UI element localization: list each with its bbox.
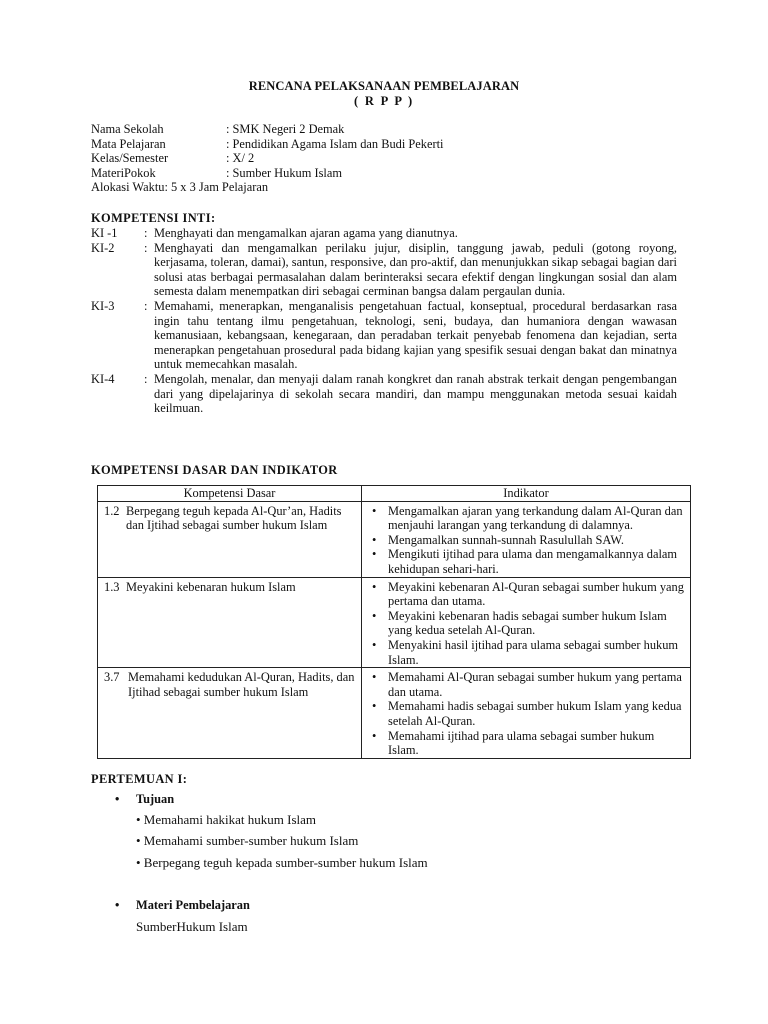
bullet: • <box>372 532 377 547</box>
bullet: • <box>115 792 120 806</box>
bullet: • <box>372 503 377 518</box>
indikator-text: Menyakini hasil ijtihad para ulama sebagai sumber hukum Islam. <box>388 637 679 667</box>
indikator-text: Meyakini kebenaran Al-Quran sebagai sumber hukum yang pertama dan utama. <box>388 579 684 609</box>
tujuan-item: • Memahami sumber-sumber hukum Islam <box>136 833 359 848</box>
ki-heading: KOMPETENSI INTI: <box>91 211 216 225</box>
info-row-class <box>91 151 444 166</box>
bullet: • <box>372 637 377 652</box>
ki-item <box>91 299 677 372</box>
list-item <box>372 638 684 667</box>
title-line-1: RENCANA PELAKSANAAN PEMBELAJARAN <box>248 79 520 93</box>
ki-list <box>91 226 677 416</box>
kd-text: Meyakini kebenaran hukum Islam <box>126 579 296 594</box>
kd-cell <box>98 577 362 668</box>
col-header-kd: Kompetensi Dasar <box>98 486 362 502</box>
tujuan-item: • Memahami hakikat hukum Islam <box>136 812 317 827</box>
info-label: Mata Pelajaran <box>91 136 166 151</box>
ki-text: Mengolah, menalar, dan menyaji dalam ranah kongkret dan ranah abstrak terkait dengan pengembangan dari yang dipelajarinya di sekolah secara mandiri, dan mampu menggunakan metoda sesuai kaidah keilmuan. <box>154 371 677 416</box>
ki-colon: : <box>144 371 148 386</box>
info-label: Kelas/Semester <box>91 151 169 166</box>
list-item <box>372 609 684 638</box>
bullet: • <box>372 670 377 685</box>
ki-colon: : <box>144 298 148 313</box>
bullet: • <box>372 728 377 743</box>
indikator-text: Meyakini kebenaran hadis sebagai sumber hukum Islam yang kedua setelah Al-Quran. <box>388 608 667 638</box>
ki-code: KI-4 <box>91 371 115 386</box>
list-item <box>372 699 684 728</box>
kd-text: Berpegang teguh kepada Al-Qur’an, Hadits dan Ijtihad sebagai sumber hukum Islam <box>126 503 342 533</box>
identity-block <box>91 122 444 195</box>
kd-entry <box>104 670 357 699</box>
bullet: • <box>372 608 377 623</box>
indikator-text: Mengikuti ijtihad para ulama dan mengamalkannya dalam kehidupan sehari-hari. <box>388 547 678 576</box>
indikator-text: Memahami Al-Quran sebagai sumber hukum yang pertama dan utama. <box>388 670 682 699</box>
info-value: : SMK Negeri 2 Demak <box>226 122 345 136</box>
title-line-2: ( R P P ) <box>354 93 414 108</box>
kd-number: 3.7 <box>104 670 120 685</box>
info-label: MateriPokok <box>91 165 156 180</box>
kd-cell <box>98 668 362 759</box>
ki-code: KI-3 <box>91 298 115 313</box>
col-header-indikator: Indikator <box>362 486 691 502</box>
bullet: • <box>372 699 377 714</box>
indikator-cell <box>362 501 691 577</box>
info-row-time <box>91 180 444 195</box>
info-value: : Pendidikan Agama Islam dan Budi Pekerti <box>226 136 444 151</box>
materi-label: Materi Pembelajaran <box>136 898 250 912</box>
ki-colon: : <box>144 226 148 240</box>
kd-table <box>97 485 691 759</box>
materi-text: SumberHukum Islam <box>136 919 248 934</box>
ki-text: Menghayati dan mengamalkan ajaran agama yang dianutnya. <box>154 226 458 240</box>
bullet: • <box>115 898 120 912</box>
ki-colon: : <box>144 240 148 255</box>
document-title <box>0 79 768 108</box>
list-item <box>372 547 684 576</box>
list-item <box>372 504 684 533</box>
table-row <box>98 577 691 668</box>
list-item <box>372 670 684 699</box>
bullet: • <box>372 547 377 562</box>
bullet: • <box>372 579 377 594</box>
table-row <box>98 501 691 577</box>
kd-entry <box>104 504 357 533</box>
kd-heading: KOMPETENSI DASAR DAN INDIKATOR <box>91 463 338 477</box>
info-label: Nama Sekolah <box>91 122 164 136</box>
table-row <box>98 668 691 759</box>
ki-item <box>91 241 677 299</box>
ki-code: KI -1 <box>91 226 118 240</box>
list-item <box>372 729 684 758</box>
ki-text: Memahami, menerapkan, menganalisis pengetahuan factual, konseptual, procedural berdasarkan rasa ingin tahu tentang ilmu pengetahuan, teknologi, seni, budaya, dan humaniora dengan wawasan kemanusiaan, kebangsaan, kenegaraan, dan peradaban terkait penyebab fenomena dan kejadian, serta menerapkan pengetahuan prosedural pada bidang kajian yang spesifik sesuai dengan bakat dan minatnya untuk memecahkan masalah. <box>154 298 677 372</box>
tujuan-heading <box>115 792 174 807</box>
ki-code: KI-2 <box>91 240 115 255</box>
table-header-row <box>98 486 691 502</box>
tujuan-item: • Berpegang teguh kepada sumber-sumber hukum Islam <box>136 855 428 870</box>
indikator-text: Memahami hadis sebagai sumber hukum Islam yang kedua setelah Al-Quran. <box>388 699 682 728</box>
kd-text: Memahami kedudukan Al-Quran, Hadits, dan Ijtihad sebagai sumber hukum Islam <box>128 670 355 699</box>
kd-number: 1.2 <box>104 503 120 518</box>
info-label: Alokasi Waktu: 5 x 3 Jam Pelajaran <box>91 180 269 195</box>
list-item <box>372 580 684 609</box>
indikator-text: Memahami ijtihad para ulama sebagai sumber hukum Islam. <box>388 728 655 758</box>
kd-cell <box>98 501 362 577</box>
indikator-text: Mengamalkan ajaran yang terkandung dalam Al-Quran dan menjauhi larangan yang terkandung di dalamnya. <box>388 503 683 533</box>
ki-item <box>91 372 677 416</box>
list-item <box>372 533 684 548</box>
tujuan-label: Tujuan <box>136 792 175 806</box>
indikator-cell <box>362 577 691 668</box>
indikator-text: Mengamalkan sunnah-sunnah Rasulullah SAW. <box>388 532 625 547</box>
indikator-cell <box>362 668 691 759</box>
kd-number: 1.3 <box>104 579 120 594</box>
kd-entry <box>104 580 357 595</box>
pertemuan-heading: PERTEMUAN I: <box>91 772 188 786</box>
info-value: : Sumber Hukum Islam <box>226 165 342 180</box>
materi-heading <box>115 898 250 913</box>
ki-text: Menghayati dan mengamalkan perilaku jujur, disiplin, tanggung jawab, peduli (gotong royong, kerjasama, toleran, damai), santun, responsive, dan pro-aktif, dan menunjukkan sikap sebagai bagian dari solusi atas berbagai permasalahan dalam berinteraksi secara efektif dengan lingkungan sosial dan alam semesta dalam menempatkan diri sebagai cerminan bangsa dalam pergaulan dunia. <box>154 240 677 299</box>
info-row-school <box>91 122 444 137</box>
ki-item <box>91 226 677 241</box>
info-value: : X/ 2 <box>226 151 255 166</box>
info-row-topic <box>91 166 444 181</box>
info-row-subject <box>91 137 444 152</box>
